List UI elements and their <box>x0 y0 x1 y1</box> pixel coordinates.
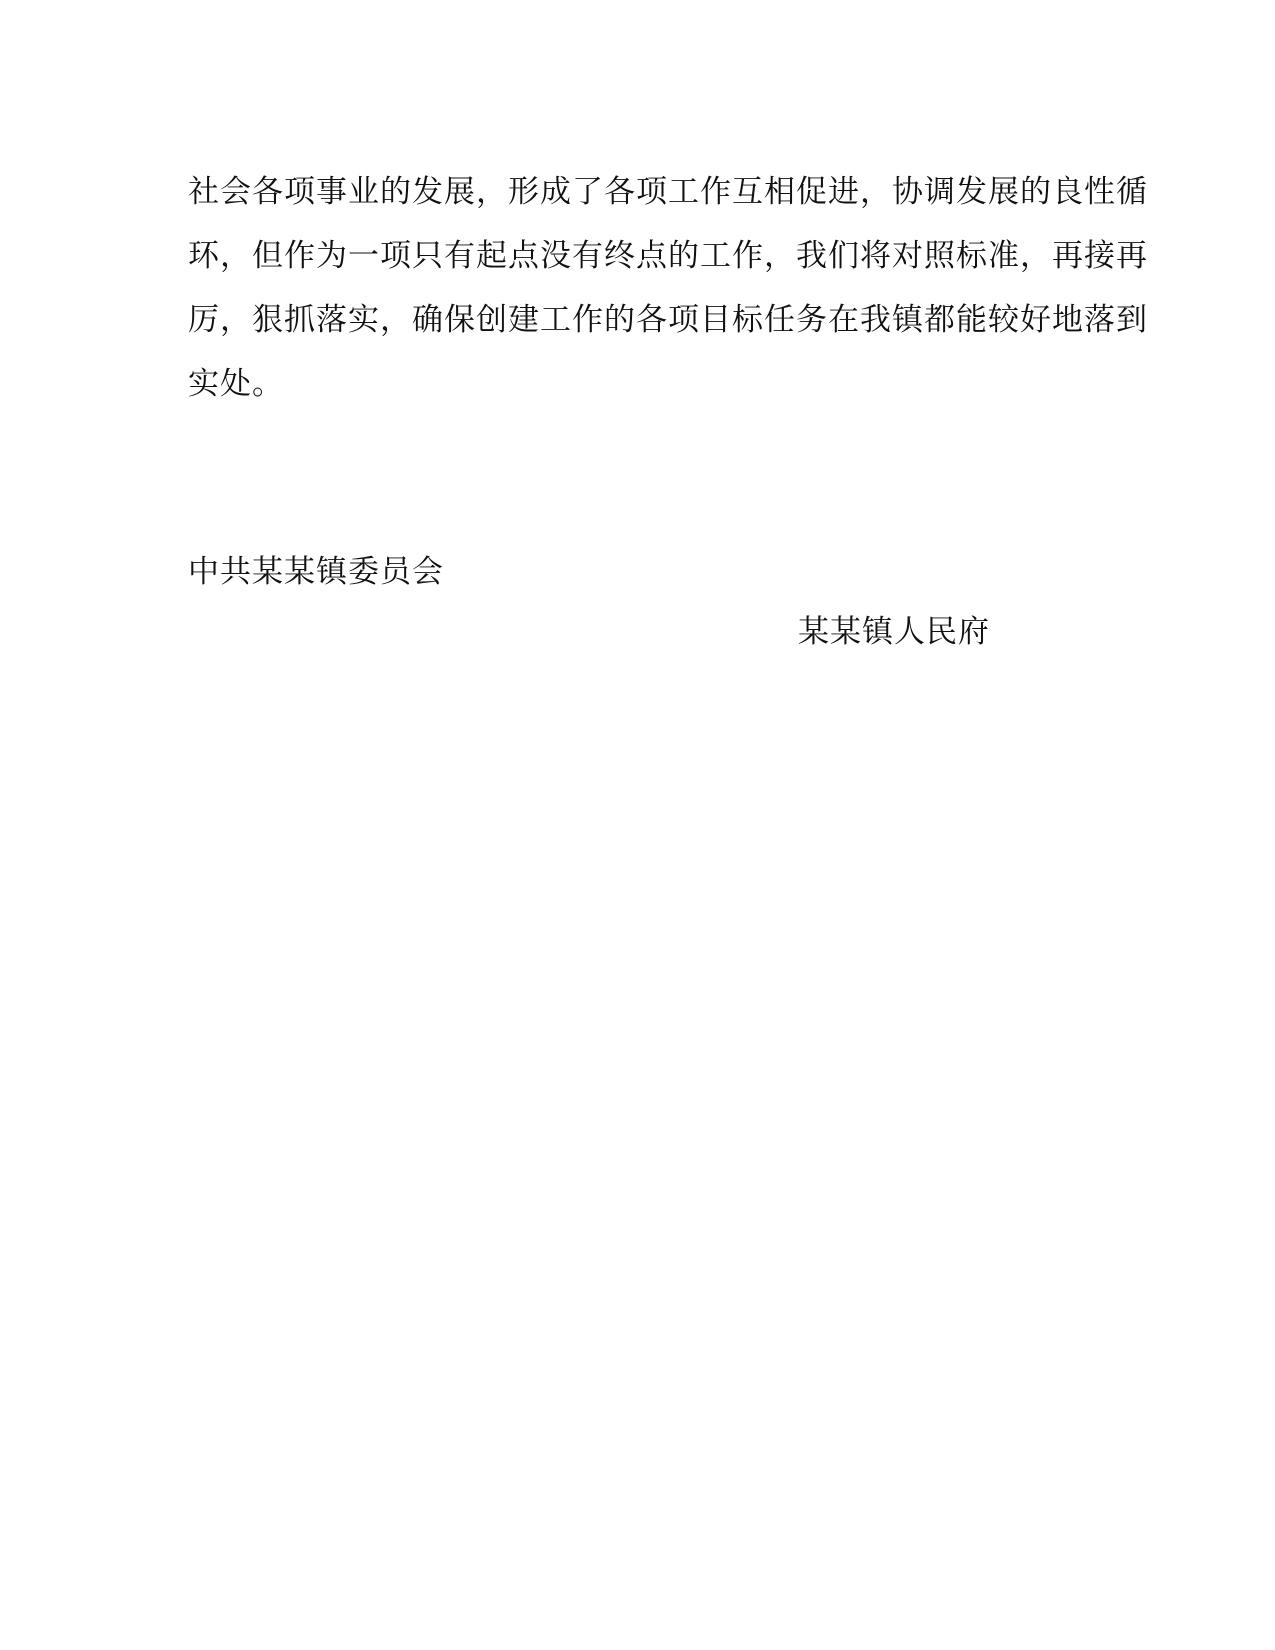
body-paragraph <box>188 160 1148 416</box>
paragraph-line: 社会各项事业的发展，形成了各项工作互相促进，协调发展的良性循 <box>188 174 1148 210</box>
paragraph-line: 厉，狠抓落实，确保创建工作的各项目标任务在我镇都能较好地落到 <box>188 302 1148 338</box>
signature-party-committee: 中共某某镇委员会 <box>188 554 444 590</box>
paragraph-line: 环，但作为一项只有起点没有终点的工作，我们将对照标准，再接再 <box>188 238 1148 274</box>
paragraph-line: 实处。 <box>188 366 284 402</box>
signature-government: 某某镇人民府 <box>798 614 990 650</box>
